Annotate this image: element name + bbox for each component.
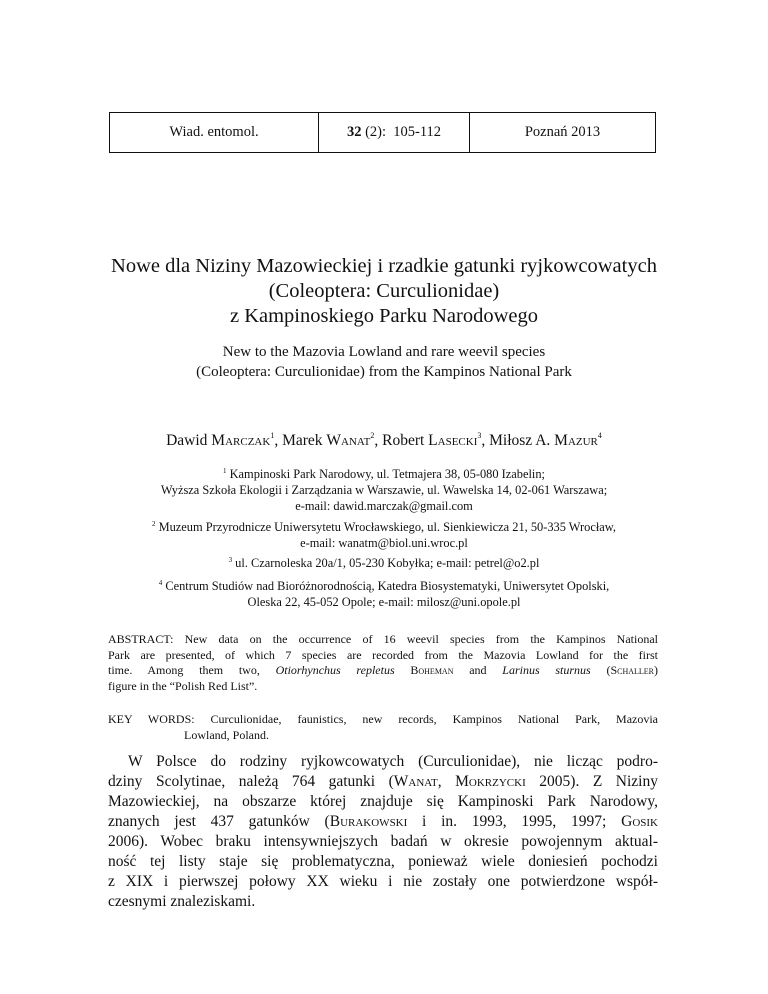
title-english-line: (Coleoptera: Curculionidae) from the Kampinos National Park: [196, 364, 572, 380]
affiliation-3: $^3$ ul. Czarnoleska 20a/1, 05-230 Kobyłka; e-mail: petrel@o2.pl: [228, 556, 540, 570]
author: Marek Wanat$^2$: [282, 431, 375, 449]
title-polish-line: (Coleoptera: Curculionidae): [268, 280, 500, 302]
place-year-cell: [470, 113, 656, 153]
author: Dawid Marczak$^1$: [166, 431, 275, 449]
title-polish: [60, 254, 708, 329]
title-polish-line: z Kampinoskiego Parku Narodowego: [229, 305, 538, 327]
key-words: KEY WORDS: Curculionidae, faunistics, new records, Kampinos National Park, Mazovia Lowland, Poland.: [108, 712, 659, 742]
affiliation-4: $^4$ Centrum Studiów nad Bioróżnorodnością, Katedra Biosystematyki, Uniwersytet Opolski, Oleska 22, 45-052 Opole; e-mail: milosz@uni.opole.pl: [158, 579, 610, 609]
abstract-label: ABSTRACT:: [108, 632, 174, 646]
volume-cell: [319, 113, 470, 153]
place-year: Poznań 2013: [524, 124, 601, 140]
journal-header-table: [109, 112, 656, 153]
author: Robert Lasecki$^3$: [382, 431, 482, 449]
volume-number: 32: [346, 124, 362, 140]
key-words-label: KEY WORDS:: [108, 712, 195, 726]
abstract: ABSTRACT: New data on the occurrence of 16 weevil species from the Kampinos National Park are presented, of which 7 species are recorded from the Mazovia Lowland for the first time. Among them two, Otiorhynchus repletus Boheman and Larinus sturnus (Schaller) figure in the “Polish Red List”.: [108, 632, 659, 693]
affiliation-1: $^1$ Kampinoski Park Narodowy, ul. Tetmajera 38, 05-080 Izabelin; Wyższa Szkoła Ekologii i Zarządzania w Warszawie, ul. Wawelska 14, 02-061 Warszawa; e-mail: dawid.marczak@gmail.com: [160, 467, 608, 513]
journal-name-cell: [110, 113, 319, 153]
issue-pages: (2): 105-112: [361, 124, 442, 140]
affiliation-2: $^2$ Muzeum Przyrodnicze Uniwersytetu Wrocławskiego, ul. Sienkiewicza 21, 50-335 Wrocław, e-mail: wanatm@biol.uni.wroc.pl: [151, 520, 617, 550]
author: Miłosz A. Mazur$^4$: [489, 431, 602, 449]
title-english-line: New to the Mazovia Lowland and rare weevil species: [222, 344, 546, 360]
species-name: Larinus sturnus: [502, 663, 591, 677]
title-english: [60, 342, 708, 382]
title-polish-line: Nowe dla Niziny Mazowieckiej i rzadkie gatunki ryjkowcowatych: [111, 255, 657, 277]
author-list: Dawid Marczak$^1$, Marek Wanat$^2$, Robert Lasecki$^3$, Miłosz A. Mazur$^4$: [166, 431, 602, 449]
body-paragraph: W Polsce do rodziny ryjkowcowatych (Curculionidae), nie licząc podro- dziny Scolytinae, należą 764 gatunki (Wanat, Mokrzycki 2005). Z Niziny Mazowieckiej, na obszarze której znajduje się Kampinoski Park Narodowy, znanych jest 437 gatunków (Burakowski i in. 1993, 1995, 1997; Gosik 2006). Wobec braku intensywniejszych badań w okresie powojennym aktual- ność tej listy staje się problematyczna, ponieważ wiele doniesień pochodzi z XIX i pierwszej połowy XX wieku i nie zostały one potwierdzone współ- czesnymi znaleziskami.: [108, 753, 658, 910]
species-name: Otiorhynchus repletus: [275, 663, 395, 677]
journal-name: Wiad. entomol.: [169, 124, 259, 140]
